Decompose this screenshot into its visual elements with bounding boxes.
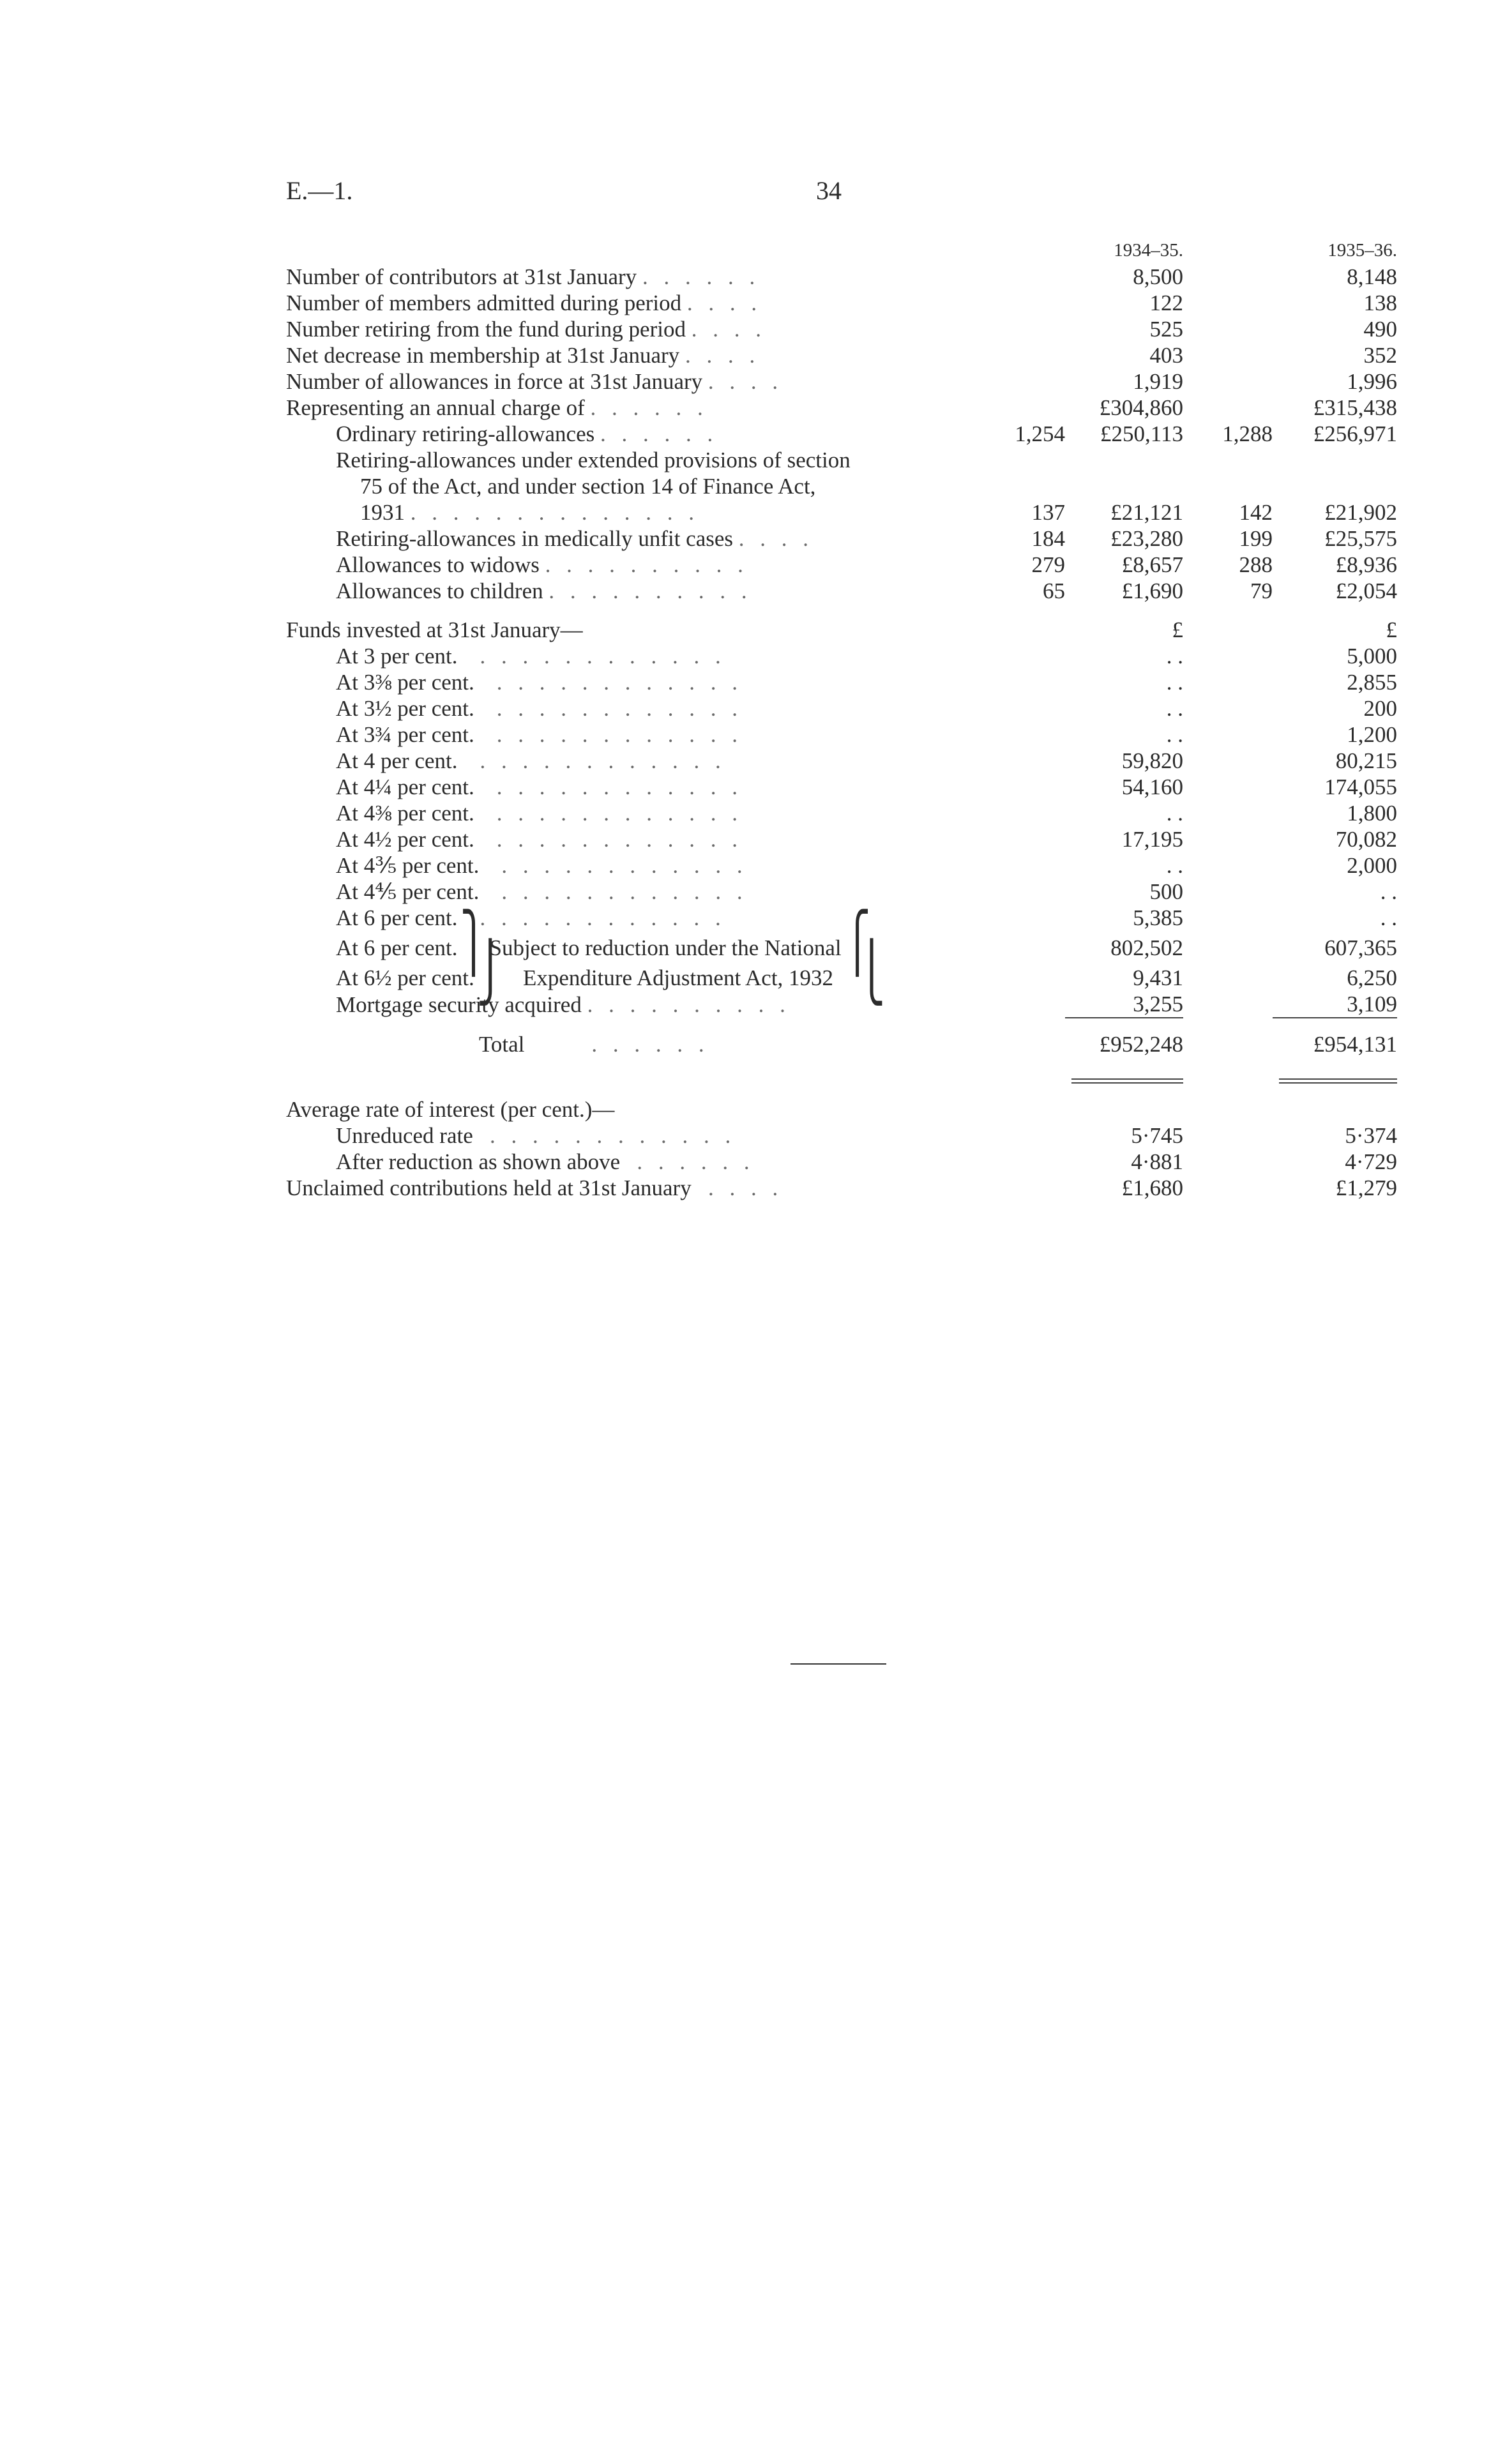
value-1934: . . — [1166, 670, 1183, 695]
value-1935: . . — [1380, 879, 1397, 904]
value-1934: £1,680 — [1121, 1175, 1183, 1200]
value-1934: 3,255 — [1133, 992, 1183, 1017]
value-1934: 54,160 — [1121, 775, 1183, 799]
statistics-table — [286, 238, 1397, 1201]
dot-leader: . . . . . . . . . . . . . . — [410, 500, 699, 525]
value-1935: £315,438 — [1313, 395, 1397, 420]
row-label: At 6 per cent. — [336, 935, 458, 960]
value-1934: 9,431 — [1133, 965, 1183, 990]
value-1934: . . — [1166, 696, 1183, 721]
dot-leader: . . . . . . . . . . . . — [496, 801, 743, 826]
table-row — [286, 1096, 1397, 1122]
total-1934: £952,248 — [1099, 1032, 1183, 1057]
table-row — [286, 264, 1397, 290]
value-1935: 2,855 — [1347, 670, 1397, 695]
count-1934: 65 — [1043, 578, 1065, 603]
row-label: Allowances to widows — [336, 552, 540, 577]
value-1935: 1,800 — [1347, 801, 1397, 826]
dot-leader: . . . . . . — [637, 1149, 755, 1174]
count-1934: 184 — [1031, 526, 1065, 551]
value-1935: . . — [1380, 905, 1397, 930]
dot-leader: . . . . . . . . . . — [545, 552, 748, 577]
value-1935: 80,215 — [1335, 748, 1397, 773]
value-1935: 8,148 — [1347, 264, 1397, 289]
row-label: 75 of the Act, and under section 14 of Finance Act, — [360, 474, 816, 499]
year-header-1935: 1935–36. — [1328, 240, 1397, 261]
value-1935: £256,971 — [1313, 421, 1397, 446]
value-1934: . . — [1166, 801, 1183, 826]
table-row — [286, 368, 1397, 395]
value-1935: 6,250 — [1347, 965, 1397, 990]
double-rule — [1279, 1078, 1397, 1084]
total-row — [286, 1031, 1397, 1057]
value-1935: 200 — [1363, 696, 1397, 721]
row-label: At 6 per cent. — [336, 905, 458, 930]
value-1935: £2,054 — [1335, 578, 1397, 603]
row-label: At 4½ per cent. — [336, 827, 474, 852]
dot-leader: . . . . — [707, 1175, 783, 1200]
value-1934: 4·881 — [1131, 1149, 1183, 1174]
dot-leader: . . . . . . . . . . . . — [496, 775, 743, 799]
table-row — [286, 499, 1397, 525]
row-label: At 3⅜ per cent. — [336, 670, 474, 695]
dot-leader: . . . . . . . . . . . . — [496, 827, 743, 852]
table-row — [286, 722, 1397, 748]
value-1934: 1,919 — [1133, 369, 1183, 394]
value-1934: 802,502 — [1110, 935, 1183, 960]
dot-leader: . . . . — [738, 526, 814, 551]
value-1934: £304,860 — [1099, 395, 1183, 420]
dot-leader: . . . . . . . . . . . . — [501, 879, 748, 904]
dot-leader: . . . . — [691, 317, 766, 342]
row-label: Unclaimed contributions held at 31st January — [286, 1175, 692, 1200]
value-1934: £21,121 — [1110, 500, 1183, 525]
row-label: At 4⅘ per cent. — [336, 879, 480, 904]
value-1934: 8,500 — [1133, 264, 1183, 289]
dot-leader: . . . . . . . . . . . . — [480, 748, 726, 773]
reduction-note: Subject to reduction under the National — [489, 935, 842, 960]
table-row — [286, 473, 1397, 499]
table-row — [286, 643, 1397, 669]
table-row — [286, 525, 1397, 552]
value-1934: 5·745 — [1131, 1123, 1183, 1148]
table-row — [286, 617, 1397, 643]
dot-leader: . . . . . . . . . . — [587, 992, 791, 1017]
value-1935: 2,000 — [1347, 853, 1397, 878]
dot-leader: . . . . . . . . . . . . — [480, 644, 726, 669]
table-row — [286, 695, 1397, 722]
dot-leader: . . . . — [685, 343, 760, 368]
value-1934: . . — [1166, 722, 1183, 747]
count-1935: 79 — [1250, 578, 1273, 603]
value-1934: . . — [1166, 853, 1183, 878]
row-label: At 4 per cent. — [336, 748, 458, 773]
document-reference: E.—1. — [286, 176, 353, 205]
row-label: 1931 — [360, 500, 405, 525]
dot-leader: . . . . . . . . . . . . — [480, 905, 726, 930]
count-1934: 137 — [1031, 500, 1065, 525]
value-1935: 174,055 — [1324, 775, 1397, 799]
row-label: Retiring-allowances in medically unfit cases — [336, 526, 734, 551]
value-1934: £8,657 — [1121, 552, 1183, 577]
value-1934: 59,820 — [1121, 748, 1183, 773]
count-1934: 279 — [1031, 552, 1065, 577]
value-1935: 1,200 — [1347, 722, 1397, 747]
value-1935: £8,936 — [1335, 552, 1397, 577]
table-row — [286, 342, 1397, 368]
brace-glyph: ⎫ — [460, 912, 487, 976]
section-heading: Average rate of interest (per cent.)— — [286, 1097, 615, 1122]
row-label: Allowances to children — [336, 578, 543, 603]
table-row — [286, 905, 1397, 931]
value-1935: £1,279 — [1335, 1175, 1397, 1200]
row-label: Unreduced rate — [336, 1123, 473, 1148]
row-label: Number of contributors at 31st January — [286, 264, 637, 289]
end-rule — [791, 1663, 886, 1665]
value-1935: 138 — [1363, 291, 1397, 315]
section-heading: Funds invested at 31st January— — [286, 617, 583, 642]
count-1935: 199 — [1239, 526, 1273, 551]
row-label: After reduction as shown above — [336, 1149, 621, 1174]
dot-leader: . . . . . . . . . . . . — [496, 696, 743, 721]
brace-glyph: ⎧ — [844, 912, 871, 976]
value-1935: 4·729 — [1345, 1149, 1397, 1174]
table-row — [286, 800, 1397, 826]
dot-leader: . . . . — [686, 291, 762, 315]
value-1934: 403 — [1149, 343, 1183, 368]
value-1935: 70,082 — [1335, 827, 1397, 852]
row-label: Ordinary retiring-allowances — [336, 421, 595, 446]
page-header — [286, 176, 1487, 214]
row-label: Number of allowances in force at 31st January — [286, 369, 703, 394]
count-1935: 142 — [1239, 500, 1273, 525]
row-label: Representing an annual charge of — [286, 395, 585, 420]
brace-glyph: ⎭ — [476, 942, 504, 1006]
table-row — [286, 395, 1397, 421]
table-row — [286, 774, 1397, 800]
row-label: Retiring-allowances under extended provisions of section — [336, 448, 851, 472]
row-label: Mortgage security acquired — [336, 992, 582, 1017]
value-1935: 5·374 — [1345, 1123, 1397, 1148]
table-row — [286, 290, 1397, 316]
year-header-1934: 1934–35. — [1114, 240, 1183, 261]
value-1934: £1,690 — [1121, 578, 1183, 603]
row-label: Number retiring from the fund during period — [286, 317, 686, 342]
value-1934: 17,195 — [1121, 827, 1183, 852]
table-row — [286, 748, 1397, 774]
value-1935: 490 — [1363, 317, 1397, 342]
table-row — [286, 552, 1397, 578]
dot-leader: . . . . . . . . . . . . — [489, 1123, 736, 1148]
row-label: At 4⅗ per cent. — [336, 853, 480, 878]
dot-leader: . . . . . . — [591, 1032, 709, 1057]
dot-leader: . . . . . . — [590, 395, 708, 420]
row-label: At 3 per cent. — [336, 644, 458, 669]
page-number: 34 — [816, 176, 842, 205]
column-header-row — [286, 238, 1397, 264]
count-1934: 1,254 — [1015, 421, 1065, 446]
dot-leader: . . . . — [707, 369, 783, 394]
count-1935: 1,288 — [1222, 421, 1273, 446]
row-label: At 4⅜ per cent. — [336, 801, 474, 826]
row-label: At 3¾ per cent. — [336, 722, 474, 747]
table-row — [286, 578, 1397, 604]
value-1935: 3,109 — [1347, 992, 1397, 1017]
value-1935: £21,902 — [1324, 500, 1397, 525]
total-1935: £954,131 — [1313, 1032, 1397, 1057]
table-row — [286, 1175, 1397, 1201]
table-row — [286, 991, 1397, 1018]
table-row — [286, 826, 1397, 852]
currency-1934: £ — [1172, 617, 1183, 642]
value-1934: £23,280 — [1110, 526, 1183, 551]
table-row — [286, 316, 1397, 342]
table-row — [286, 879, 1397, 905]
value-1935: 5,000 — [1347, 644, 1397, 669]
dot-leader: . . . . . . . . . . . . — [501, 853, 748, 878]
value-1935: £25,575 — [1324, 526, 1397, 551]
brace-glyph: ⎩ — [858, 942, 886, 1006]
row-label: Net decrease in membership at 31st January — [286, 343, 680, 368]
dot-leader: . . . . . . — [600, 421, 718, 446]
reduction-note: Expenditure Adjustment Act, 1932 — [522, 965, 834, 990]
value-1934: 5,385 — [1133, 905, 1183, 930]
total-label: Total — [479, 1032, 525, 1057]
table-row — [286, 669, 1397, 695]
dot-leader: . . . . . . . . . . . . — [496, 722, 743, 747]
table-row — [286, 961, 1397, 991]
table-row — [286, 931, 1397, 961]
table-row — [286, 852, 1397, 879]
table-row — [286, 447, 1397, 473]
row-label: At 6½ per cent. — [336, 965, 474, 990]
row-label: At 3½ per cent. — [336, 696, 474, 721]
value-1934: . . — [1166, 644, 1183, 669]
double-rule — [1071, 1078, 1183, 1084]
dot-leader: . . . . . . . . . . — [549, 578, 752, 603]
count-1935: 288 — [1239, 552, 1273, 577]
table-row — [286, 1149, 1397, 1175]
currency-1935: £ — [1386, 617, 1397, 642]
table-row — [286, 421, 1397, 447]
value-1934: 122 — [1149, 291, 1183, 315]
value-1935: 607,365 — [1324, 935, 1397, 960]
value-1934: 525 — [1149, 317, 1183, 342]
row-label: At 4¼ per cent. — [336, 775, 474, 799]
table-row — [286, 1122, 1397, 1149]
value-1934: £250,113 — [1100, 421, 1183, 446]
value-1935: 1,996 — [1347, 369, 1397, 394]
value-1934: 500 — [1149, 879, 1183, 904]
row-label: Number of members admitted during period — [286, 291, 682, 315]
dot-leader: . . . . . . . . . . . . — [496, 670, 743, 695]
dot-leader: . . . . . . — [642, 264, 760, 289]
value-1935: 352 — [1363, 343, 1397, 368]
